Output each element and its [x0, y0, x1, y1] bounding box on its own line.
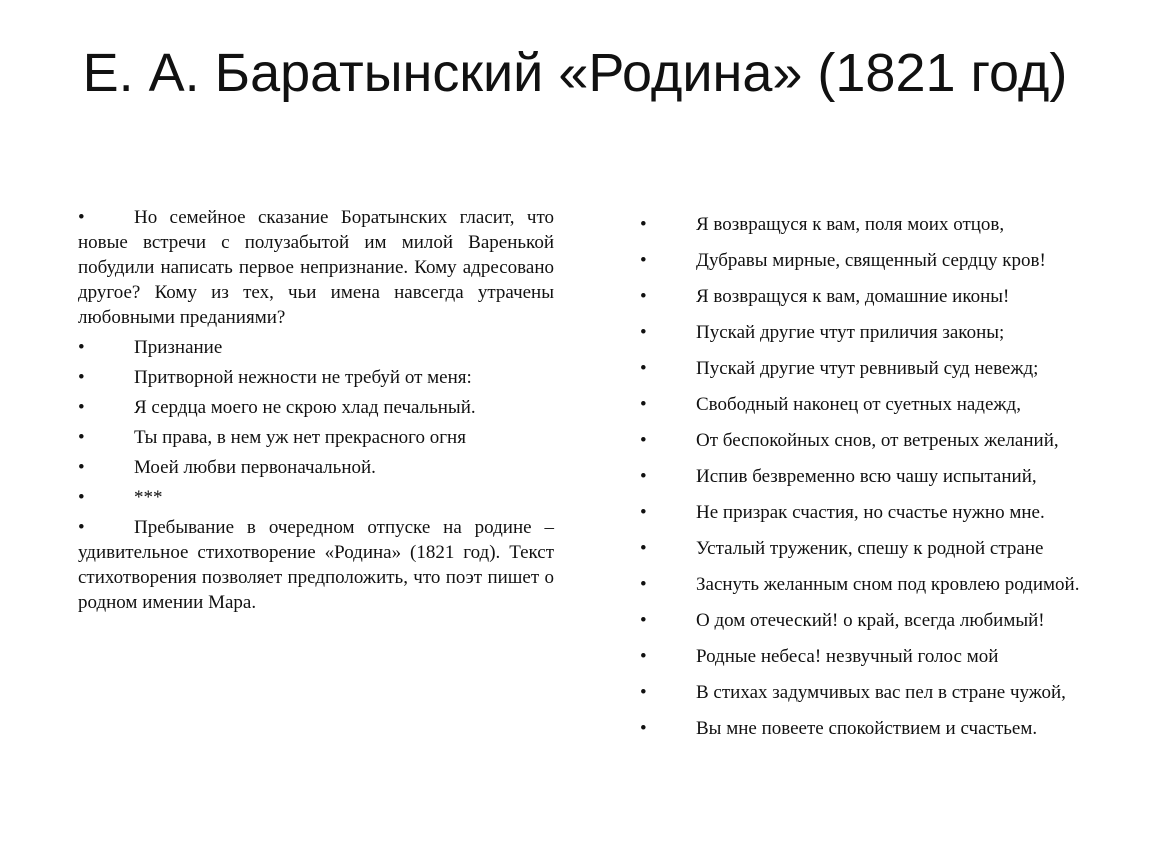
poem-line-text: Не призрак счастия, но счастье нужно мне.	[696, 502, 1045, 523]
list-item	[78, 425, 554, 450]
list-item	[78, 485, 554, 510]
bullet-icon: •	[78, 337, 85, 358]
bullet-icon: •	[640, 646, 647, 667]
bullet-icon: •	[640, 250, 647, 271]
poem-line	[640, 678, 1116, 708]
poem-line	[640, 570, 1116, 600]
bullet-icon: •	[640, 394, 647, 415]
list-item-text: Притворной нежности не требуй от меня:	[134, 367, 472, 388]
poem-line-text: Пускай другие чтут ревнивый суд невежд;	[696, 358, 1039, 379]
bullet-icon: •	[640, 214, 647, 235]
bullet-icon: •	[78, 427, 85, 448]
poem-line-text: Я возвращуся к вам, домашние иконы!	[696, 286, 1010, 307]
list-item-text: Ты права, в нем уж нет прекрасного огня	[134, 427, 466, 448]
poem-line	[640, 714, 1116, 744]
poem-line	[640, 354, 1116, 384]
poem-line	[640, 246, 1116, 276]
bullet-icon: •	[640, 718, 647, 739]
bullet-icon: •	[78, 457, 85, 478]
poem-line	[640, 462, 1116, 492]
list-item-text: ***	[134, 487, 163, 508]
bullet-icon: •	[640, 682, 647, 703]
list-item-text: Моей любви первоначальной.	[134, 457, 376, 478]
left-text-column	[78, 205, 554, 620]
poem-line-text: Дубравы мирные, священный сердцу кров!	[696, 250, 1046, 271]
list-item	[78, 455, 554, 480]
poem-line-text: Вы мне повеете спокойствием и счастьем.	[696, 718, 1038, 739]
bullet-icon: •	[78, 517, 85, 538]
poem-line-text: Я возвращуся к вам, поля моих отцов,	[696, 214, 1005, 235]
poem-line	[640, 390, 1116, 420]
poem-line-text: Родные небеса! незвучный голос мой	[696, 646, 999, 667]
poem-line	[640, 498, 1116, 528]
poem-line-text: В стихах задумчивых вас пел в стране чужой,	[696, 682, 1066, 703]
poem-line-text: Заснуть желанным сном под кровлею родимой.	[696, 574, 1080, 595]
poem-line	[640, 642, 1116, 672]
list-item	[78, 515, 554, 615]
list-item-text: Но семейное сказание Боратынских гласит, что новые встречи с полузабытой им милой Варенькой побудили написать первое непризнание. Кому адресовано другое? Кому из тех, чьи имена навсегда утрачены любовными преданиями?	[78, 207, 554, 328]
bullet-icon: •	[640, 358, 647, 379]
poem-line-text: Испив безвременно всю чашу испытаний,	[696, 466, 1037, 487]
slide-title: Е. А. Баратынский «Родина» (1821 год)	[82, 43, 1068, 103]
bullet-icon: •	[640, 502, 647, 523]
bullet-icon: •	[640, 430, 647, 451]
bullet-icon: •	[78, 367, 85, 388]
list-item-text: Признание	[134, 337, 223, 358]
poem-line-text: Свободный наконец от суетных надежд,	[696, 394, 1021, 415]
bullet-icon: •	[640, 286, 647, 307]
list-item	[78, 395, 554, 420]
list-item	[78, 365, 554, 390]
bullet-icon: •	[640, 538, 647, 559]
poem-line-text: От беспокойных снов, от ветреных желаний,	[696, 430, 1059, 451]
poem-line	[640, 318, 1116, 348]
poem-line	[640, 606, 1116, 636]
bullet-icon: •	[640, 574, 647, 595]
list-item	[78, 335, 554, 360]
bullet-icon: •	[78, 397, 85, 418]
poem-line	[640, 534, 1116, 564]
right-poem-column	[640, 210, 1116, 750]
bullet-icon: •	[78, 487, 85, 508]
bullet-icon: •	[640, 322, 647, 343]
poem-line	[640, 282, 1116, 312]
poem-line	[640, 426, 1116, 456]
list-item-text: Я сердца моего не скрою хлад печальный.	[134, 397, 476, 418]
poem-line-text: О дом отеческий! о край, всегда любимый!	[696, 610, 1045, 631]
bullet-icon: •	[78, 207, 85, 228]
bullet-icon: •	[640, 466, 647, 487]
bullet-icon: •	[640, 610, 647, 631]
poem-line-text: Усталый труженик, спешу к родной стране	[696, 538, 1044, 559]
poem-line-text: Пускай другие чтут приличия законы;	[696, 322, 1005, 343]
list-item	[78, 205, 554, 330]
poem-line	[640, 210, 1116, 240]
list-item-text: Пребывание в очередном отпуске на родине – удивительное стихотворение «Родина» (1821 год). Текст стихотворения позволяет предположить, что поэт пишет о родном имении Мара.	[78, 517, 554, 613]
